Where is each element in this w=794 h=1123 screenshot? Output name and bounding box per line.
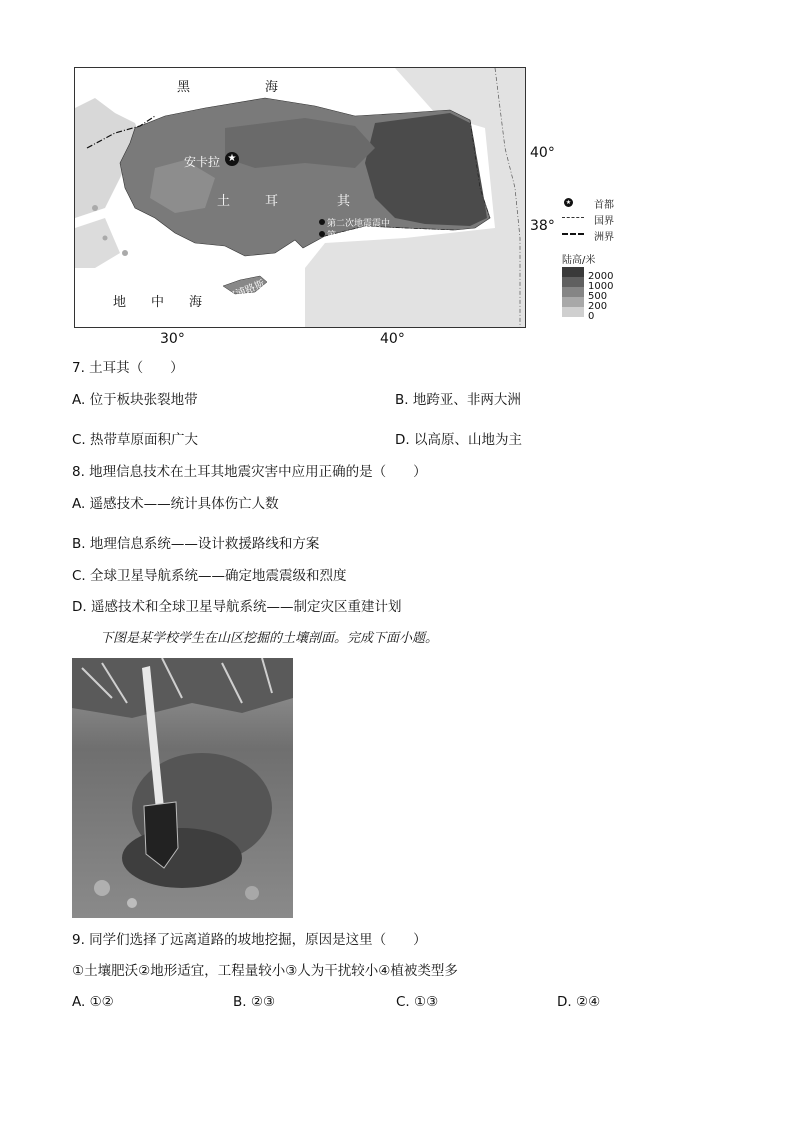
label-black-sea-2: 海 xyxy=(265,80,279,95)
quake1-dot-icon xyxy=(319,231,325,237)
legend-level-200: 200 xyxy=(588,301,608,312)
legend-capital-icon: ★ xyxy=(565,199,572,206)
q9-option-b[interactable]: B. ②③ xyxy=(233,994,276,1010)
legend-swatch-2000 xyxy=(562,267,584,277)
q9-stem: 9. 同学们选择了远离道路的坡地挖掘，原因是这里（ ） xyxy=(72,932,427,948)
label-quake2: 第二次地震震中 xyxy=(327,219,391,229)
legend-swatch-200 xyxy=(562,297,584,307)
q8-option-b[interactable]: B. 地理信息系统——设计救援路线和方案 xyxy=(72,536,320,552)
quake2-dot-icon xyxy=(319,219,325,225)
q7-option-c[interactable]: C. 热带草原面积广大 xyxy=(72,432,199,448)
label-cyprus: 塞浦路斯 xyxy=(225,278,267,304)
q8-option-d[interactable]: D. 遥感技术和全球卫星导航系统——制定灾区重建计划 xyxy=(72,599,402,615)
lon-40-label: 40° xyxy=(380,331,405,347)
legend-level-0: 0 xyxy=(588,311,595,322)
q7-option-a[interactable]: A. 位于板块张裂地带 xyxy=(72,392,198,408)
legend-level-500: 500 xyxy=(588,291,608,302)
label-capital: 安卡拉 xyxy=(184,155,221,169)
legend-capital-label: 首都 xyxy=(594,200,614,211)
q7-option-b[interactable]: B. 地跨亚、非两大洲 xyxy=(395,392,521,408)
q7-stem: 7. 土耳其（ ） xyxy=(72,360,184,376)
label-black-sea-1: 黑 xyxy=(177,80,191,95)
q9-option-d[interactable]: D. ②④ xyxy=(557,994,601,1010)
capital-star-icon: ★ xyxy=(225,152,239,166)
label-med-2: 中 xyxy=(151,295,165,310)
section-intro: 下图是某学校学生在山区挖掘的土壤剖面。完成下面小题。 xyxy=(100,631,439,646)
legend-elev-title: 陆高/米 xyxy=(562,255,596,266)
lat-38-label: 38° xyxy=(530,218,555,234)
q7-option-d[interactable]: D. 以高原、山地为主 xyxy=(395,432,522,448)
legend-swatch-500 xyxy=(562,287,584,297)
q9-statements: ①土壤肥沃②地形适宜，工程量较小③人为干扰较小④植被类型多 xyxy=(72,963,458,979)
legend-continent-label: 洲界 xyxy=(594,232,614,243)
turkey-map xyxy=(74,67,526,328)
lat-40-label: 40° xyxy=(530,145,555,161)
q8-option-a[interactable]: A. 遥感技术——统计具体伤亡人数 xyxy=(72,496,279,512)
q9-option-c[interactable]: C. ①③ xyxy=(396,994,439,1010)
soil-photo-drawing xyxy=(72,658,293,918)
legend-border-icon xyxy=(562,217,584,218)
legend-level-1000: 1000 xyxy=(588,281,614,292)
legend-level-2000: 2000 xyxy=(588,271,614,282)
label-country-1: 土 xyxy=(217,194,231,209)
label-country-3: 其 xyxy=(337,194,351,209)
label-med-3: 海 xyxy=(189,295,203,310)
legend-continent-icon xyxy=(562,233,584,235)
map-drawing xyxy=(75,68,525,327)
legend-border-label: 国界 xyxy=(594,216,614,227)
label-country-2: 耳 xyxy=(265,194,279,209)
q8-stem: 8. 地理信息技术在土耳其地震灾害中应用正确的是（ ） xyxy=(72,464,427,480)
q8-option-c[interactable]: C. 全球卫星导航系统——确定地震震级和烈度 xyxy=(72,568,347,584)
q9-option-a[interactable]: A. ①② xyxy=(72,994,114,1010)
label-med-1: 地 xyxy=(113,295,127,310)
legend-swatch-0 xyxy=(562,307,584,317)
lon-30-label: 30° xyxy=(160,331,185,347)
legend-swatch-1000 xyxy=(562,277,584,287)
map-legend xyxy=(562,195,632,325)
label-quake1: 第一次地震震中 xyxy=(327,231,391,241)
soil-profile-photo xyxy=(72,658,293,918)
